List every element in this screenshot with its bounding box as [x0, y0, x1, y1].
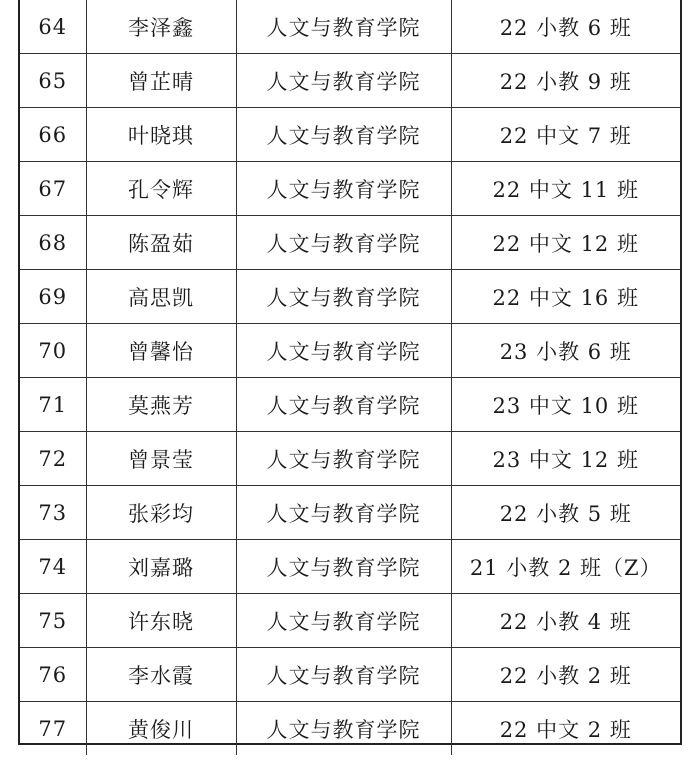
table-row [20, 216, 680, 270]
college-cell: 人文与教育学院 [236, 540, 451, 594]
class-cell: 22 中文 16 班 [451, 270, 680, 324]
row-number-cell: 73 [20, 486, 86, 540]
row-number-cell: 65 [20, 54, 86, 108]
student-name-cell: 曾馨怡 [86, 324, 236, 378]
student-name-cell: 孔令辉 [86, 162, 236, 216]
table-row [20, 702, 680, 756]
student-name-cell: 曾芷晴 [86, 54, 236, 108]
roster-table [20, 0, 680, 755]
class-cell: 22 小教 2 班 [451, 648, 680, 702]
class-cell: 22 小教 6 班 [451, 0, 680, 54]
table-row [20, 594, 680, 648]
college-cell: 人文与教育学院 [236, 162, 451, 216]
table-row [20, 108, 680, 162]
class-cell: 23 中文 10 班 [451, 378, 680, 432]
college-cell: 人文与教育学院 [236, 270, 451, 324]
class-cell: 22 小教 5 班 [451, 486, 680, 540]
table-row [20, 648, 680, 702]
student-name-cell: 李泽鑫 [86, 0, 236, 54]
class-cell: 22 中文 7 班 [451, 108, 680, 162]
class-cell: 23 中文 12 班 [451, 432, 680, 486]
college-cell: 人文与教育学院 [236, 648, 451, 702]
table-row [20, 432, 680, 486]
row-number-cell: 75 [20, 594, 86, 648]
row-number-cell: 76 [20, 648, 86, 702]
student-name-cell: 李水霞 [86, 648, 236, 702]
class-cell: 21 小教 2 班（Z） [451, 540, 680, 594]
college-cell: 人文与教育学院 [236, 702, 451, 756]
row-number-cell: 68 [20, 216, 86, 270]
class-cell: 22 中文 11 班 [451, 162, 680, 216]
college-cell: 人文与教育学院 [236, 54, 451, 108]
row-number-cell: 66 [20, 108, 86, 162]
class-cell: 23 小教 6 班 [451, 324, 680, 378]
college-cell: 人文与教育学院 [236, 216, 451, 270]
student-name-cell: 莫燕芳 [86, 378, 236, 432]
class-cell: 22 中文 12 班 [451, 216, 680, 270]
student-name-cell: 曾景莹 [86, 432, 236, 486]
student-name-cell: 许东晓 [86, 594, 236, 648]
table-row [20, 270, 680, 324]
college-cell: 人文与教育学院 [236, 0, 451, 54]
table-row [20, 0, 680, 54]
class-cell: 22 小教 4 班 [451, 594, 680, 648]
student-name-cell: 高思凯 [86, 270, 236, 324]
college-cell: 人文与教育学院 [236, 594, 451, 648]
table-row [20, 54, 680, 108]
college-cell: 人文与教育学院 [236, 324, 451, 378]
class-cell: 22 中文 2 班 [451, 702, 680, 756]
student-name-cell: 叶晓琪 [86, 108, 236, 162]
class-cell: 22 小教 9 班 [451, 54, 680, 108]
row-number-cell: 70 [20, 324, 86, 378]
college-cell: 人文与教育学院 [236, 432, 451, 486]
row-number-cell: 67 [20, 162, 86, 216]
table-row [20, 162, 680, 216]
student-name-cell: 黄俊川 [86, 702, 236, 756]
table-row [20, 486, 680, 540]
row-number-cell: 72 [20, 432, 86, 486]
student-name-cell: 张彩均 [86, 486, 236, 540]
roster-table-container [18, 0, 682, 745]
college-cell: 人文与教育学院 [236, 486, 451, 540]
row-number-cell: 64 [20, 0, 86, 54]
college-cell: 人文与教育学院 [236, 378, 451, 432]
student-name-cell: 陈盈茹 [86, 216, 236, 270]
table-row [20, 378, 680, 432]
table-row [20, 324, 680, 378]
roster-table-body [20, 0, 680, 755]
row-number-cell: 69 [20, 270, 86, 324]
row-number-cell: 77 [20, 702, 86, 756]
table-row [20, 540, 680, 594]
row-number-cell: 74 [20, 540, 86, 594]
row-number-cell: 71 [20, 378, 86, 432]
college-cell: 人文与教育学院 [236, 108, 451, 162]
student-name-cell: 刘嘉璐 [86, 540, 236, 594]
